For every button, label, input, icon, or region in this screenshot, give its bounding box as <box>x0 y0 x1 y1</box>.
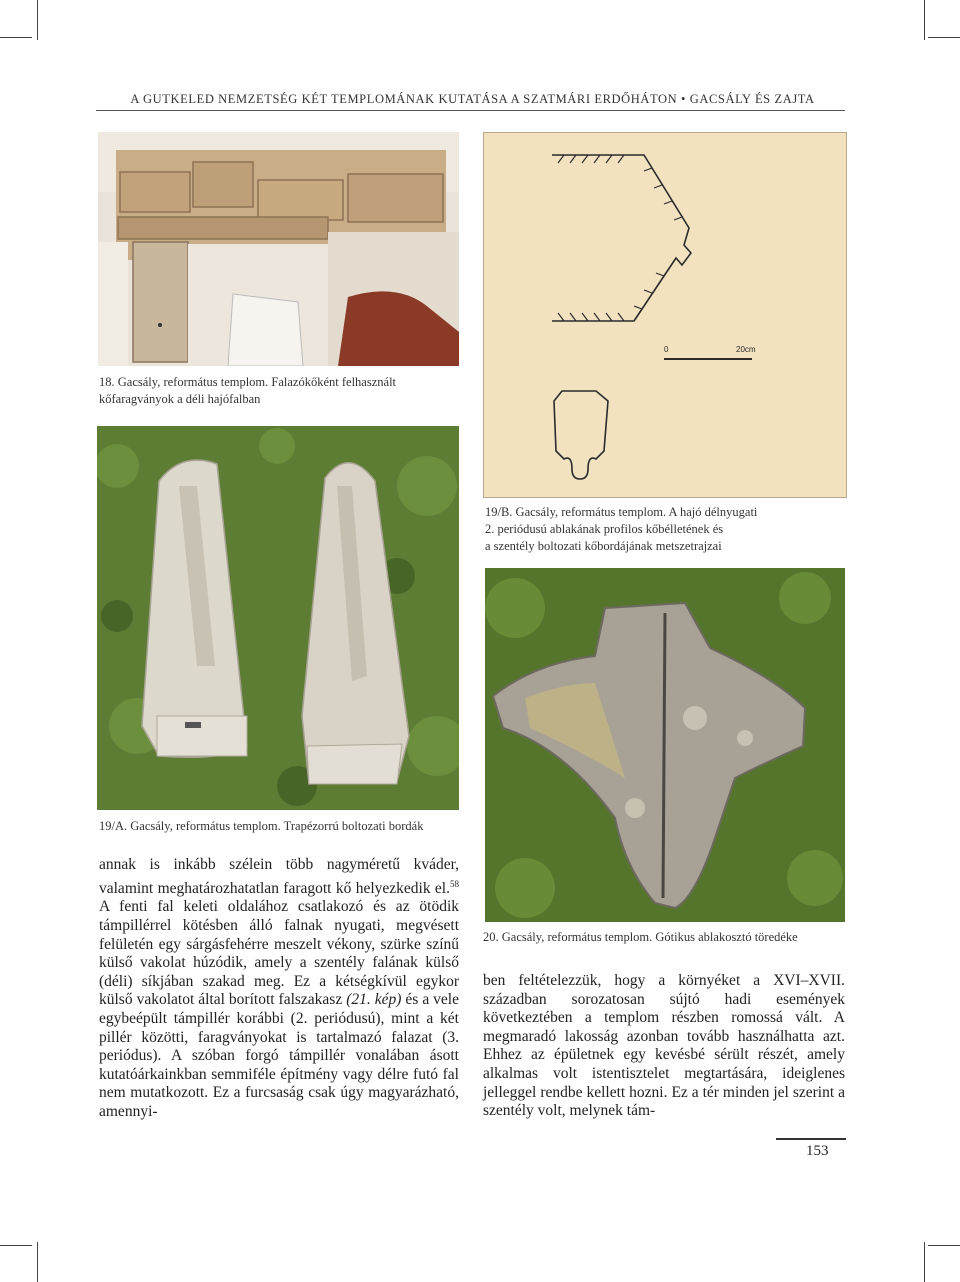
page-number: 153 <box>806 1143 829 1159</box>
figure-18-photo <box>98 132 459 366</box>
section-drawing <box>484 133 846 497</box>
figure-19a-caption: 19/A. Gacsály, református templom. Trapézorrú boltozati bordák <box>99 819 424 833</box>
scale-end-label: 20cm <box>736 345 756 354</box>
figure-19b-caption <box>485 504 845 555</box>
crop-mark <box>924 0 925 40</box>
caption-line: 2. periódusú ablakának profilos kőbélletének és <box>485 522 724 536</box>
caption-line: kőfaragványok a déli hajófalban <box>99 392 261 406</box>
figure-reference: (21. kép) <box>346 991 402 1009</box>
figure-18-caption <box>99 374 459 408</box>
figure-19a-photo <box>97 426 459 810</box>
body-text-segment: annak is inkább szélein több nagyméretű kváder, valamint meghatározhatatlan faragott kő helyezkedik el. <box>99 856 459 897</box>
folio-rule <box>776 1138 846 1140</box>
crop-mark <box>928 1245 960 1246</box>
crop-mark <box>37 0 38 40</box>
crop-mark <box>928 37 960 38</box>
header-rule <box>96 110 845 111</box>
figure-19b-drawing <box>483 132 847 498</box>
figure-20-caption: 20. Gacsály, református templom. Gótikus ablakosztó töredéke <box>483 930 798 944</box>
body-text-right: ben feltételezzük, hogy a környéket a XVI–XVII. században sorozatosan sújtó hadi események következtében a templom részben romossá vált. A megmaradó lakosság azonban tovább használhatta azt. Ehhez az épületnek egy kevésbé sérült részét, amely alkalmas volt istentisztelet megtartására, ideiglenes jelleggel rendbe kellett hozni. Ez a tér minden jel szerint a szentély volt, melynek tám- <box>483 972 845 1120</box>
caption-line: a szentély boltozati kőbordájának metszetrajzai <box>485 539 722 553</box>
scale-zero-label: 0 <box>664 345 669 354</box>
body-text-left <box>99 856 459 1121</box>
crop-mark <box>0 1245 32 1246</box>
caption-line: 18. Gacsály, református templom. Falazókőként felhasznált <box>99 375 397 389</box>
body-text-segment: és a vele egybeépült támpillér korábbi (2. periódusú), mint a két pillér közötti, faragványokat is tartalmazó falazat (3. periódus). A szóban forgó támpillér vonalában ásott kutatóárkainkban semmiféle építmény vagy délre futó fal nem mutatkozott. Ez a furcsaság csak úgy magyarázható, amennyi- <box>99 991 459 1120</box>
body-text-segment: A fenti fal keleti oldalához csatlakozó és az ötödik támpillérrel kötésben álló falnak nyugati, megvésett felületén egy sárgásfehérre meszelt vékony, szürke színű külső vakolat húzódik, amely a szentély falának külső (déli) síkjában szakad meg. Ez a kétségkívül egykor külső vakolatot által borított falszakasz <box>99 898 459 1009</box>
crop-mark <box>37 1242 38 1282</box>
footnote-reference: 58 <box>450 878 459 889</box>
figure-20-photo <box>485 568 845 922</box>
caption-line: 19/B. Gacsály, református templom. A hajó délnyugati <box>485 505 758 519</box>
crop-mark <box>924 1242 925 1282</box>
running-head: A GUTKELED NEMZETSÉG KÉT TEMPLOMÁNAK KUTATÁSA A SZATMÁRI ERDŐHÁTON • GACSÁLY ÉS ZAJTA <box>130 92 815 106</box>
crop-mark <box>0 37 32 38</box>
